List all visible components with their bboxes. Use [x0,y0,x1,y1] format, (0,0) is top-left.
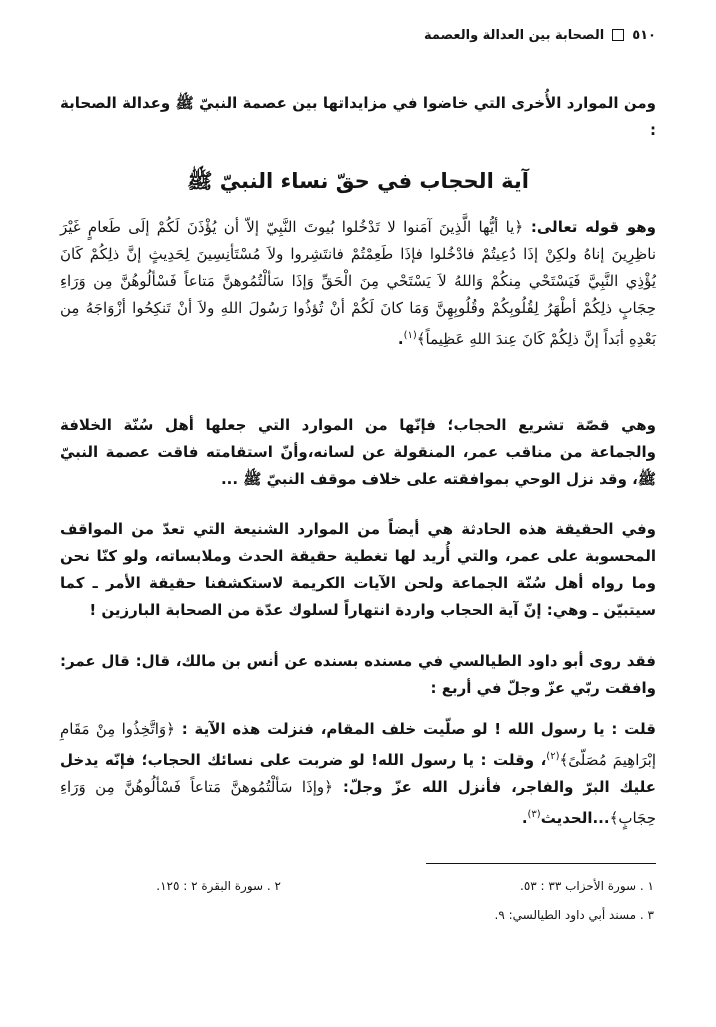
paragraph-umar-quote [60,716,656,832]
paragraph-truth: وفي الحقيقة هذه الحادثة هي أيضاً من الموارد الشنيعة التي تعدّ من المواقف المحسوبة على عمر، والتي أُريد لها تغطية حقيقة الحدث وملابساته، ولو كنّا نحن وما رواه أهل سُنّة الجماعة ولحن الآيات الكريمة لاستكشفنا حقيقة الأمر ـ كما سيتبيّن ـ وهي: إنّ آية الحجاب واردة انتهاراً لسلوك عدّة من الصحابة البارزين ! [60,520,656,619]
quran-verse-maqam: ﴿وَاتَّخِذُوا مِنْ مَقَامِ إبْرَاهِيمَ مُصَلّىً﴾ [60,720,656,769]
footnote-2: ٢ . سورة البقرة ٢ : ١٢٥. [156,879,281,893]
section-heading: آية الحجاب في حقّ نساء النبيّ ﷺ [187,169,529,193]
footnote-1: ١ . سورة الأحزاب ٣٣ : ٥٣. [520,879,654,893]
intro-paragraph: ومن الموارد الأُخرى التي خاضوا في مزايداتها بين عصمة النبيّ ﷺ وعدالة الصحابة : [60,94,656,139]
square-bullet-icon [612,29,624,41]
footnote-separator [426,863,656,864]
footnote-ref-3: (٣) [527,809,541,820]
quote-part-1: قلت : يا رسول الله ! لو صلّيت خلف المقام، فنزلت هذه الآية : [174,720,656,738]
verse-lead: وهو قوله تعالى: [523,218,656,236]
footnote-ref-1: (١) [403,330,417,341]
running-title: الصحابة بين العدالة والعصمة [423,27,605,43]
footnote-ref-2: (٢) [546,751,560,762]
verse-end: . [397,330,404,348]
quote-end: . [521,809,528,827]
quran-verse: ﴿يا أيُّها الَّذِينَ آمَنوا لا تَدْخُلوا بُيوتَ النَّبِيّ إلاّ أن يُؤْذَنَ لَكُمْ إلَى طَعامٍ غَيْرَ ناظِرِينَ إناهُ ولكِنْ إذَا دُعِيتُمْ فادْخُلوا فإذَا طَعِمْتُمْ فانتَشِروا ولاَ مُسْتَأنِسِينَ لِحَدِيثٍ إنَّ ذلِكُمْ كَانَ يُؤْذِي النَّبِيَّ فَيَسْتَحْي مِنكُمْ وَاللهُ لاَ يَسْتَحْي مِنَ الْحَقِّ وَإذَا سَألْتُمُوهنَّ مَتاعاً فَسْألُوهُنَّ مِن وَرَاءِ حِجَابٍ ذلِكُمْ أطْهَرُ لِقُلُوبِكُمْ وقُلُوبِهِنَّ وَمَا كانَ لَكُمْ أنْ تُؤذُوا رَسُولَ اللهِ ولاَ أنْ تَنكِحُوا أزْوَاجَهُ مِن بَعْدِهِ أبَداً إنَّ ذلِكُمْ كَانَ عِندَ اللهِ عَظِيماً﴾ [60,218,656,348]
paragraph-hijab-story: وهي قصّة تشريع الحجاب؛ فإنّها من الموارد التي جعلها أهل سُنّة الخلافة والجماعة من مناقب عمر، المنقولة عن لسانه،وأنّ استقامته فاقت عصمة النبيّ ﷺ، وقد نزل الوحي بموافقته على خلاف موقف النبيّ ﷺ ... [60,416,656,488]
quote-part-3: ...الحديث [540,809,610,827]
footnote-3: ٣ . مسند أبي داود الطيالسي: ٩. [494,908,654,922]
page-number: ٥١٠ [632,27,656,43]
verse-paragraph [60,214,656,353]
running-header [60,26,656,44]
quran-verse-hijab: ﴿وإذَا سَألْتُمُوهنَّ مَتاعاً فَسْألُوهُنَّ مِن وَرَاءِ حِجَابٍ﴾ [60,778,656,827]
paragraph-tayalisi: فقد روى أبو داود الطيالسي في مسنده بسنده عن أنس بن مالك، قال: قال عمر: وافقت ربّي عزّ وجلّ في أربع : [60,652,656,697]
quote-part-2: ، وقلت : يا رسول الله! لو ضربت على نسائك الحجاب؛ فإنّه يدخل عليك البرّ والفاجر، فأنزل الله عزّ وجلّ: [60,751,656,796]
